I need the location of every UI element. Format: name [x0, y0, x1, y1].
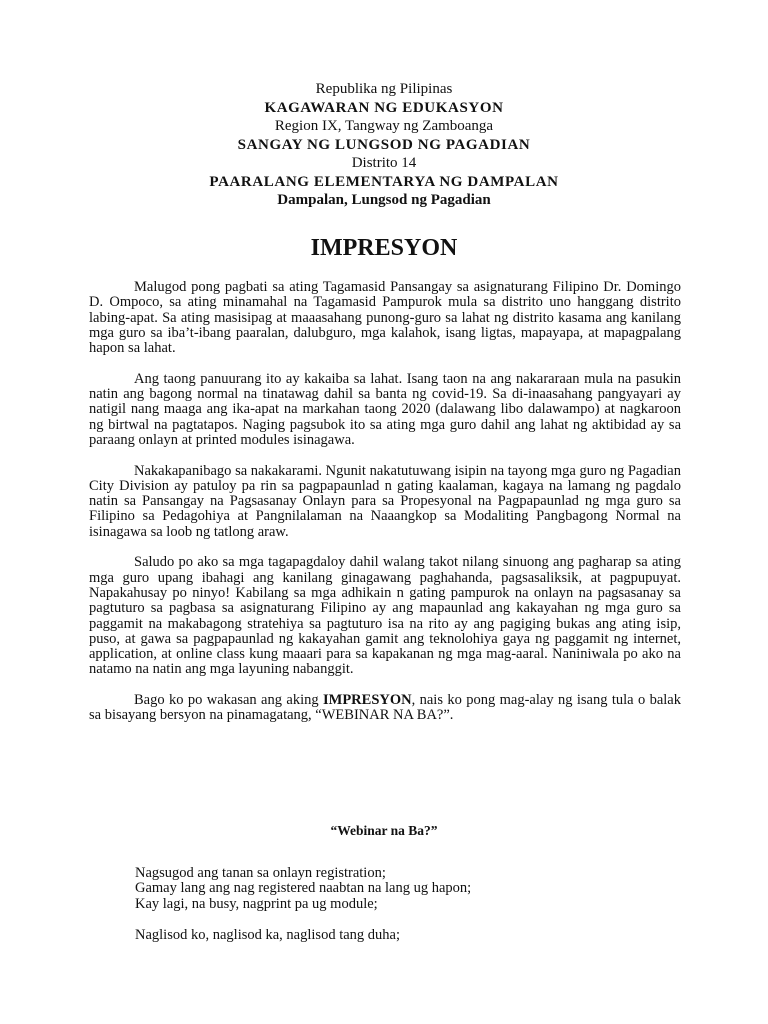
header-district: Distrito 14: [351, 155, 417, 171]
poem-line: Gamay lang ang nag registered naabtan na lang ug hapon;: [135, 880, 472, 897]
body-text: [89, 280, 681, 739]
header-region: Region IX, Tangway ng Zamboanga: [274, 118, 494, 134]
poem-line: Nagsugod ang tanan sa onlayn registration;: [135, 865, 386, 881]
paragraph-school-year: Ang taong panuurang ito ay kakaiba sa lahat. Isang taon na ang nakararaan mula na pasukin natin ang bagong normal na tinatawag dahil sa banta ng covid-19. Sa di-inaasahang pangyayari ay natigil nang maaga ang ika-apat na markahan taong 2020 (dalawang libo dalawampo) at nagkaroon ng birtwal na pagtatapos. Naging pagsubok ito sa ating mga guro dahil ang lahat ng aktibidad ay sa paraang onlayn at printed modules isinagawa.: [89, 370, 681, 448]
poem-stanza-2: [135, 928, 695, 943]
header-department: KAGAWARAN NG EDUKASYON: [264, 99, 504, 116]
poem-title: “Webinar na Ba?”: [330, 823, 438, 838]
poem-stanza-1: [135, 866, 695, 912]
header-address: Dampalan, Lungsod ng Pagadian: [277, 192, 491, 208]
paragraph-facilitators: Saludo po ako sa mga tagapagdaloy dahil walang takot nilang sinuong ang pagharap sa ating mga guro upang ibahagi ang kanilang ginagawang paghahanda, pagsasaliksik, at pagpupuyat. Napakahusay po ninyo! Kabilang sa mga adhikain n gating pampurok na onlayn na pagsasanay sa pagtuturo sa pagbasa sa asignaturang Filipino ay ang mapaunlad ang kakayahan ng mga guro sa paggamit na makabagong stratehiya sa pagtuturo isa na rito ay ang pagiging bukas ang ating isip, puso, at gawa sa pagpapaunlad ng kakayahan gamit ang teknolohiya gaya ng paggamit ng internet, application, at online class kung maaari para sa kapakanan ng mga mag-aaral. Naniniwala po ako na natamo na natin ang mga layuning nabanggit.: [89, 554, 681, 678]
poem-line: Naglisod ko, naglisod ka, naglisod tang duha;: [135, 926, 400, 943]
header-republic: Republika ng Pilipinas: [315, 81, 453, 97]
header-school: PAARALANG ELEMENTARYA NG DAMPALAN: [209, 173, 559, 190]
closing-text-bold: IMPRESYON: [322, 692, 412, 709]
letterhead: [0, 80, 768, 210]
document-title: IMPRESYON: [310, 235, 458, 261]
paragraph-training: Nakakapanibago sa nakakarami. Ngunit nakatutuwang isipin na tayong mga guro ng Pagadian City Division ay patuloy pa rin sa pagpapaunlad n gating kaalaman, kagaya na lamang ng pagdalo natin sa Pansangay na Pagsasanay Onlayn para sa Propesyonal na Pagpapaunlad ng mga guro sa Filipino sa Pedagohiya at Pangnilalaman na Naaangkop sa Modaliting Pangbagong Normal na isinagawa sa loob ng tatlong araw.: [89, 462, 681, 540]
header-division: SANGAY NG LUNGSOD NG PAGADIAN: [237, 136, 531, 153]
poem: [135, 866, 695, 958]
paragraph-closing: [89, 693, 681, 724]
paragraph-greeting: Malugod pong pagbati sa ating Tagamasid Pansangay sa asignaturang Filipino Dr. Domingo D. Ompoco, sa ating minamahal na Tagamasid Pampurok mula sa distrito uno hanggang distrito labing-apat. Sa ating masisipag at maaasahang punong-guro sa lahat ng distrito kasama ang kanilang mga guro sa iba’t-ibang paaralan, dalubguro, mga kalahok, isang ligtas, mapayapa, at mapagpalang hapon sa lahat.: [89, 279, 681, 357]
poem-line: Kay lagi, na busy, nagprint pa ug module;: [135, 895, 378, 912]
closing-text-after: , nais ko pong mag-alay ng isang tula o balak sa bisayang bersyon na pinamagatang, “WEBINAR NA BA?”.: [89, 692, 681, 724]
closing-text-before: Bago ko po wakasan ang aking: [134, 692, 323, 709]
